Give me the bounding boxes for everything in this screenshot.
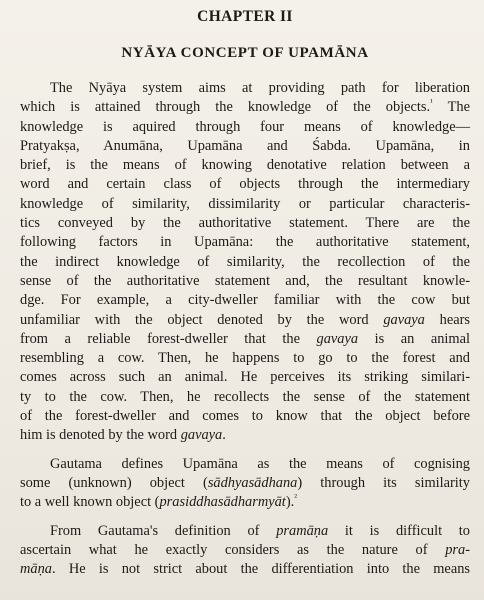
text-line: the indirect knowledge of similarity, the recollection of the bbox=[20, 253, 470, 270]
text-line: comes across such an animal. He perceives its striking similari- bbox=[20, 369, 470, 386]
paragraph-definition bbox=[20, 455, 470, 513]
text-line: brief, is the means of knowing denotative relation between a bbox=[20, 157, 470, 174]
text-line: tics conveyed by the authoritative statement. There are the bbox=[20, 215, 470, 232]
paragraph-pramana bbox=[20, 522, 470, 580]
text-line: to a well known object (prasiddhasādharmyāt).$^{^2}$ bbox=[20, 492, 297, 511]
text-line: dge. For example, a city-dweller familiar with the cow but bbox=[20, 292, 470, 309]
text-line: Gautama defines Upamāna as the means of cognising bbox=[50, 455, 470, 472]
text-line: following factors in Upamāna: the authoritative statement, bbox=[20, 234, 470, 251]
text-line: of the forest-dweller and comes to know that the object before bbox=[20, 408, 470, 425]
text-line: resembling a cow. Then, he happens to go to the forest and bbox=[20, 350, 470, 367]
text-line: The Nyāya system aims at providing path for liberation bbox=[50, 80, 470, 96]
text-line: From Gautama's definition of pramāṇa it is difficult to bbox=[50, 522, 471, 539]
text-line: unfamiliar with the object denoted by the word gavaya hears bbox=[20, 311, 470, 328]
text-line: word and certain class of objects through the intermediary bbox=[20, 176, 470, 193]
text-line: him is denoted by the word gavaya. bbox=[20, 427, 226, 444]
paragraph-intro bbox=[20, 79, 470, 446]
chapter-heading: CHAPTER II bbox=[197, 8, 293, 25]
text-line: which is attained through the knowledge of the objects.$^{^1}$ The bbox=[20, 97, 470, 116]
text-line: ty to the cow. Then, he recollects the sense of the statement bbox=[20, 388, 470, 405]
text-line: sense of the authoritative statement and, the resultant knowle- bbox=[20, 272, 470, 289]
text-line: ascertain what he exactly considers as the nature of pra- bbox=[20, 541, 470, 558]
text-line: some (unknown) object (sādhyasādhana) through its similarity bbox=[20, 474, 470, 491]
text-line: Pratyakṣa, Anumāna, Upamāna and Śabda. Upamāna, in bbox=[20, 137, 470, 154]
text-line: knowledge is aquired through four means of knowledge— bbox=[20, 118, 470, 135]
text-line: māṇa. He is not strict about the differentiation into the means bbox=[20, 561, 470, 578]
chapter-title: NYĀYA CONCEPT OF UPAMĀNA bbox=[121, 45, 369, 61]
text-line: knowledge of similarity, dissimilarity or particular characteris- bbox=[20, 195, 470, 212]
text-line: from a reliable forest-dweller that the gavaya is an animal bbox=[20, 330, 470, 347]
